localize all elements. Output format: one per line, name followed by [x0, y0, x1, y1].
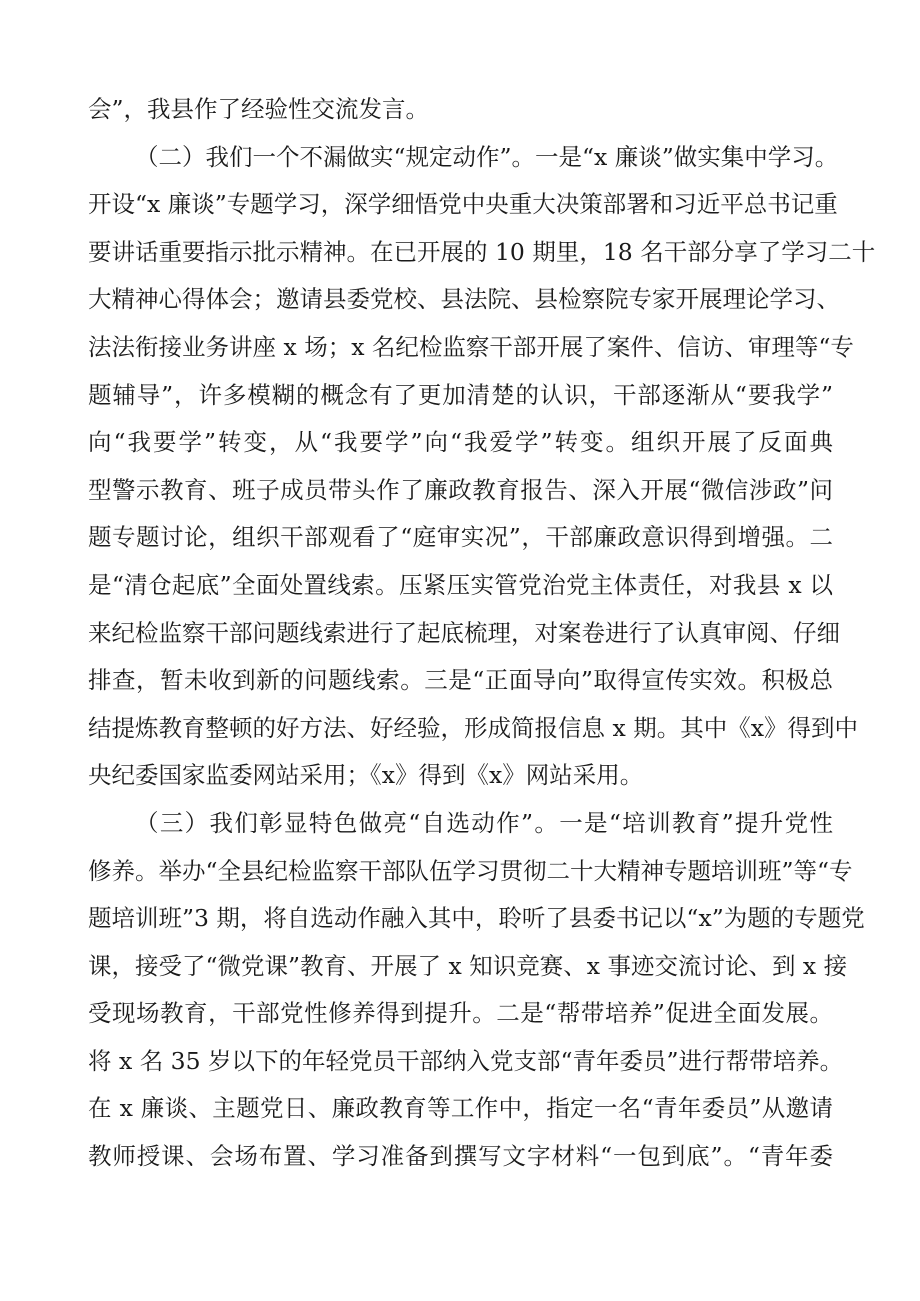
- text-line: 来纪检监察干部问题线索进行了起底梳理，对案卷进行了认真审阅、仔细: [88, 618, 840, 647]
- text-line: 要讲话重要指示批示精神。在已开展的 10 期里，18 名干部分享了学习二十: [88, 237, 876, 266]
- text-line: 法法衔接业务讲座 x 场；x 名纪检监察干部开展了案件、信访、审理等“专: [88, 332, 854, 361]
- text-line: 教师授课、会场布置、学习准备到撰写文字材料“一包到底”。“青年委: [88, 1142, 833, 1171]
- text-line: 课，接受了“微党课”教育、开展了 x 知识竞赛、x 事迹交流讨论、到 x 接: [88, 951, 848, 980]
- text-line: 将 x 名 35 岁以下的年轻党员干部纳入党支部“青年委员”进行帮带培养。: [88, 1046, 844, 1075]
- body-text: [88, 86, 876, 1181]
- text-line: 题培训班”3 期，将自选动作融入其中，聆听了县委书记以“x”为题的专题党: [88, 904, 865, 933]
- text-line: 型警示教育、班子成员带头作了廉政教育报告、深入开展“微信涉政”问: [88, 475, 833, 504]
- text-line: 结提炼教育整顿的好方法、好经验，形成简报信息 x 期。其中《x》得到中: [88, 713, 858, 742]
- text-line: 题专题讨论，组织干部观看了“庭审实况”，干部廉政意识得到增强。二: [88, 523, 833, 552]
- text-line: 央纪委国家监委网站采用；《x》得到《x》网站采用。: [88, 761, 644, 790]
- text-line: 在 x 廉谈、主题党日、廉政教育等工作中，指定一名“青年委员”从邀请: [88, 1094, 833, 1123]
- text-line: 受现场教育，干部党性修养得到提升。二是“帮带培养”促进全面发展。: [88, 999, 833, 1028]
- text-line: 开设“x 廉谈”专题学习，深学细悟党中央重大决策部署和习近平总书记重: [88, 190, 838, 219]
- text-line: 是“清仓起底”全面处置线索。压紧压实管党治党主体责任，对我县 x 以: [88, 570, 833, 599]
- text-line: 题辅导”，许多模糊的概念有了更加清楚的认识，干部逐渐从“要我学”: [88, 380, 833, 409]
- text-line: 修养。举办“全县纪检监察干部队伍学习贯彻二十大精神专题培训班”等“专: [88, 856, 853, 885]
- text-line: 排查，暂未收到新的问题线索。三是“正面导向”取得宣传实效。积极总: [88, 666, 833, 695]
- text-line: （三）我们彰显特色做亮“自选动作”。一是“培训教育”提升党性: [135, 808, 833, 837]
- text-line: 会”，我县作了经验性交流发言。: [88, 95, 430, 123]
- text-line: 向“我要学”转变，从“我要学”向“我爱学”转变。组织开展了反面典: [88, 428, 833, 457]
- text-line: （二）我们一个不漏做实“规定动作”。一是“x 廉谈”做实集中学习。: [135, 142, 839, 171]
- text-line: 大精神心得体会；邀请县委党校、县法院、县检察院专家开展理论学习、: [88, 285, 840, 314]
